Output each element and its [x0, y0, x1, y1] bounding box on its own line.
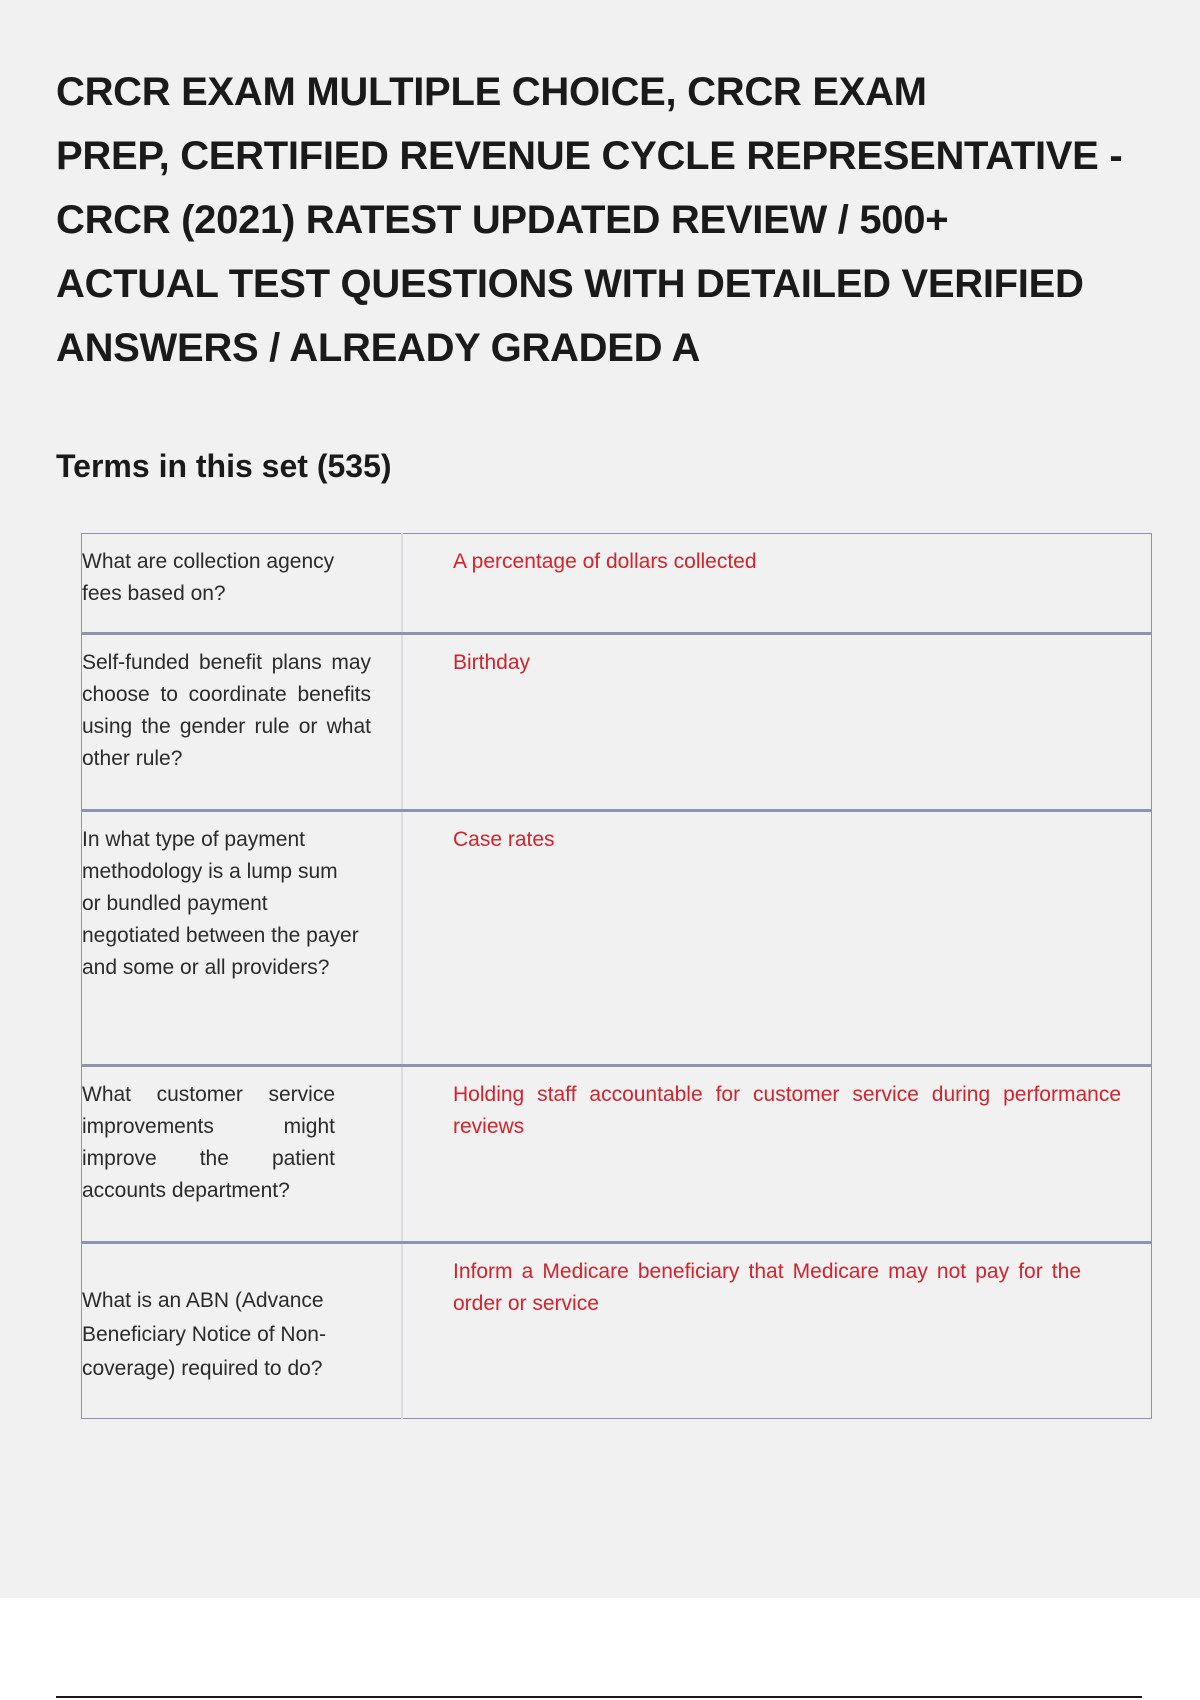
term-text: What are collection agency fees based on? — [82, 550, 335, 605]
table-row — [82, 1243, 1152, 1419]
definition-text: Holding staff accountable for customer service during performance reviews — [453, 1083, 1121, 1138]
title-line: ANSWERS / ALREADY GRADED A — [56, 326, 701, 370]
definition-text: Birthday — [453, 651, 531, 674]
table-row — [82, 1066, 1152, 1243]
table-row — [82, 634, 1152, 811]
table-row — [82, 811, 1152, 1066]
title-line: CRCR EXAM MULTIPLE CHOICE, CRCR EXAM — [56, 70, 927, 114]
terms-table — [81, 533, 1152, 1419]
definition-cell — [402, 1066, 1152, 1243]
term-text: In what type of payment methodology is a lump sum or bundled payment negotiated between the payer and some or all providers? — [82, 828, 359, 979]
definition-text: Inform a Medicare beneficiary that Medicare may not pay for the order or service — [453, 1260, 1081, 1315]
definition-cell — [402, 534, 1152, 634]
title-line: ACTUAL TEST QUESTIONS WITH DETAILED VERIFIED — [56, 262, 1084, 306]
term-text: What is an ABN (Advance Beneficiary Notice of Non-coverage) required to do? — [82, 1289, 326, 1380]
document-title — [56, 60, 1156, 380]
term-text: What customer service improvements might improve the patient accounts department? — [82, 1083, 335, 1202]
title-line: CRCR (2021) RATEST UPDATED REVIEW / 500+ — [56, 198, 949, 242]
table-row — [82, 534, 1152, 634]
term-text: Self-funded benefit plans may choose to coordinate benefits using the gender rule or what other rule? — [82, 651, 371, 770]
definition-text: Case rates — [453, 828, 555, 851]
term-cell — [82, 1066, 403, 1243]
term-cell — [82, 534, 403, 634]
footer-rule — [56, 1696, 1142, 1698]
definition-cell — [402, 811, 1152, 1066]
terms-set-heading: Terms in this set (535) — [56, 448, 392, 484]
term-cell — [82, 634, 403, 811]
definition-cell — [402, 1243, 1152, 1419]
definition-cell — [402, 634, 1152, 811]
term-cell — [82, 1243, 403, 1419]
definition-text: A percentage of dollars collected — [453, 550, 757, 573]
title-line: PREP, CERTIFIED REVENUE CYCLE REPRESENTATIVE - — [56, 134, 1123, 178]
term-cell — [82, 811, 403, 1066]
